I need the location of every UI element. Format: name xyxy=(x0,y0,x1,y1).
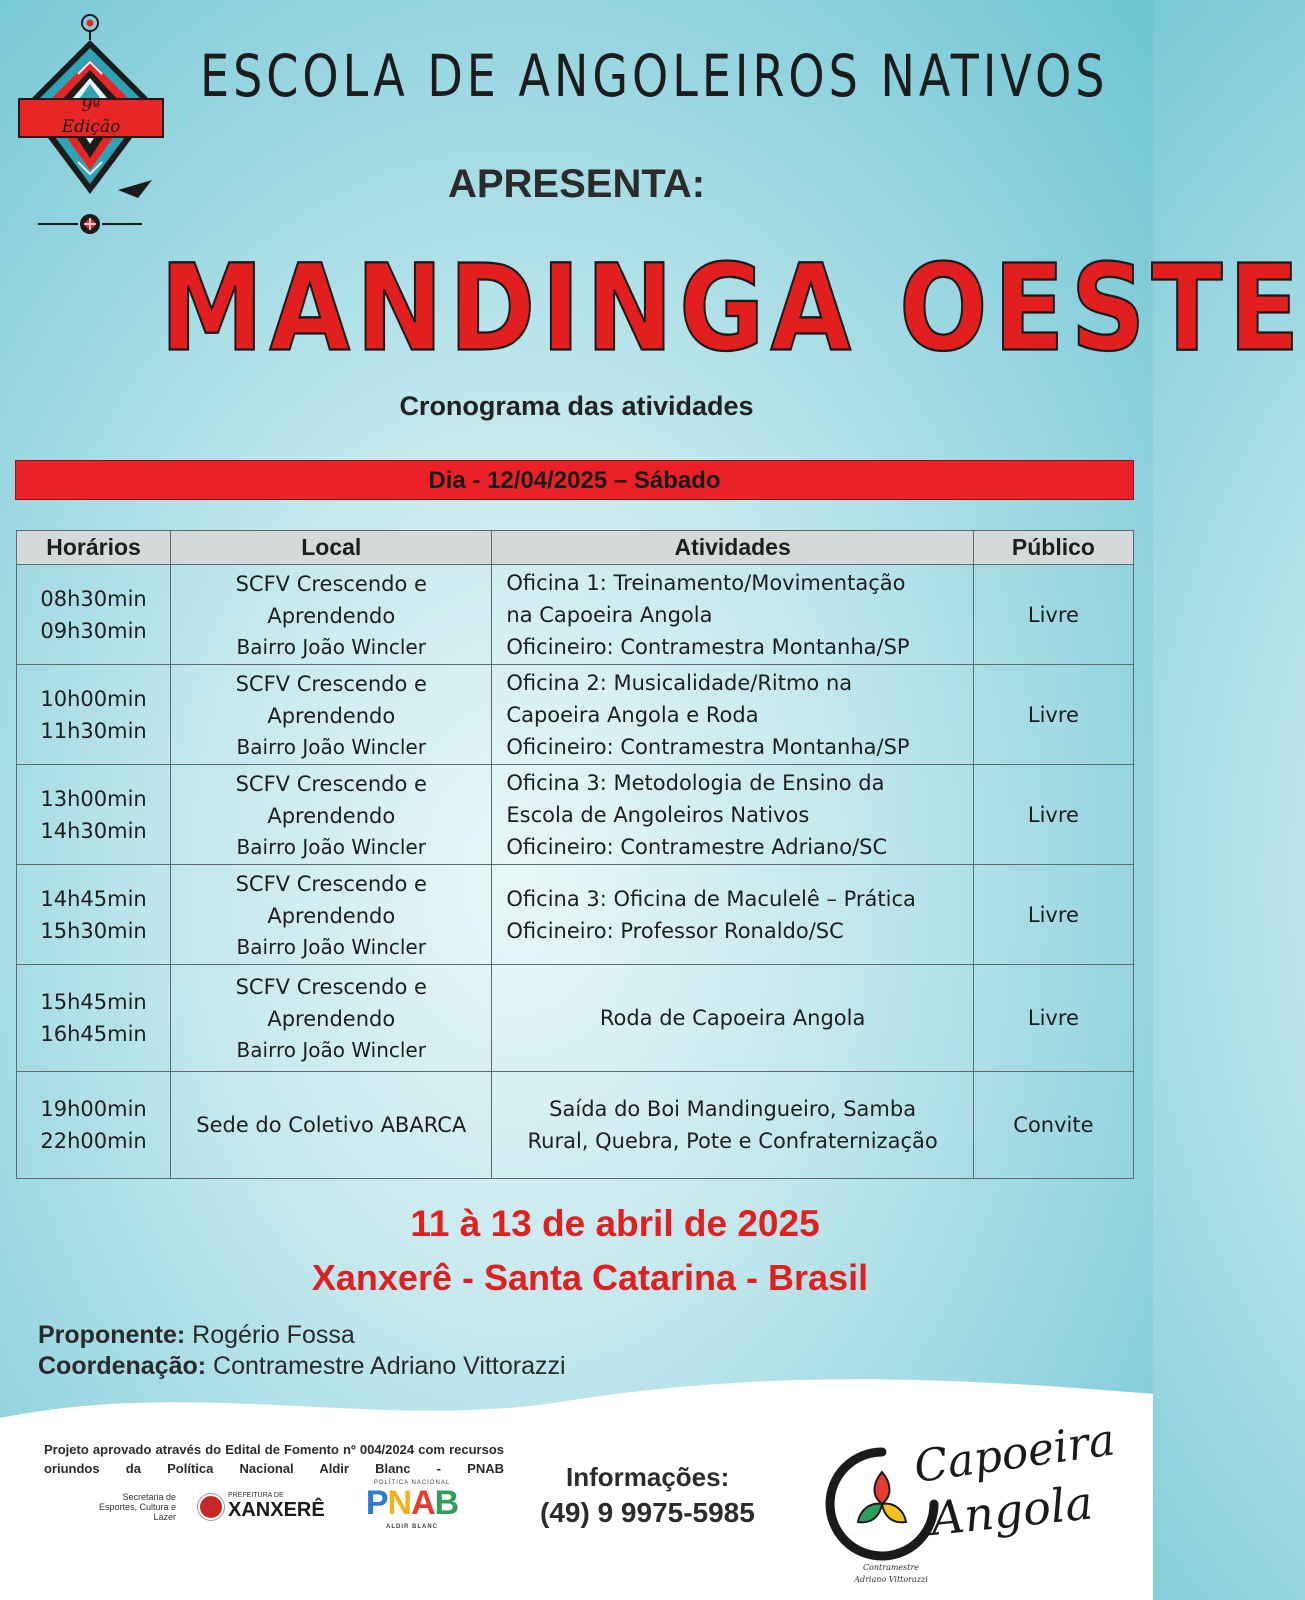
table-row xyxy=(17,765,1134,865)
location-line: Aprendendo xyxy=(267,1007,396,1031)
location-neighborhood: Bairro João Wincler xyxy=(236,734,426,759)
project-note: Projeto aprovado através do Edital de Fomento nº 004/2024 com recursos oriundos da Política Nacional Aldir Blanc - PNAB xyxy=(44,1442,504,1476)
activity-line: Oficina 3: Oficina de Maculelê – Prática xyxy=(506,886,916,911)
start-time: 19h00min xyxy=(40,1097,147,1121)
brand-caption-line: Adriano Vittorazzi xyxy=(854,1575,928,1584)
location-line: Aprendendo xyxy=(267,903,396,928)
city-crest-icon xyxy=(198,1494,224,1520)
info-phone[interactable]: (49) 9 9975-5985 xyxy=(540,1497,755,1528)
pnab-sub-label: ALDIR BLANC xyxy=(386,1524,438,1530)
activity-line: Escola de Angoleiros Nativos xyxy=(506,802,810,827)
location-line: SCFV Crescendo e xyxy=(235,871,427,896)
table-row xyxy=(17,665,1134,765)
start-time: 13h00min xyxy=(40,786,147,811)
start-time: 14h45min xyxy=(40,886,147,911)
pnab-logo xyxy=(356,1480,468,1532)
capoeira-angola-logo xyxy=(826,1414,1126,1590)
location-cell xyxy=(171,965,492,1072)
end-time: 14h30min xyxy=(40,818,147,843)
start-time: 08h30min xyxy=(40,586,147,611)
table-row xyxy=(17,1072,1134,1179)
time-cell xyxy=(17,565,171,665)
time-cell xyxy=(17,965,171,1072)
proponent-name: Rogério Fossa xyxy=(192,1321,355,1349)
activity-line: Roda de Capoeira Angola xyxy=(599,1006,866,1030)
start-time: 10h00min xyxy=(40,686,147,711)
location-cell xyxy=(171,665,492,765)
location-neighborhood: Bairro João Wincler xyxy=(236,1038,426,1062)
location-neighborhood: Bairro João Wincler xyxy=(236,834,426,859)
event-dates: 11 à 13 de abril de 2025 xyxy=(410,1203,820,1244)
brand-caption-line: Contramestre xyxy=(862,1563,920,1572)
pnab-letter: B xyxy=(434,1484,459,1522)
location-line: Aprendendo xyxy=(267,603,396,628)
location-line: SCFV Crescendo e xyxy=(235,671,427,696)
edition-number: 9ª xyxy=(81,96,101,116)
location-neighborhood: Bairro João Wincler xyxy=(236,934,426,959)
coordination-name: Contramestre Adriano Vittorazzi xyxy=(213,1352,566,1380)
activity-instructor: Oficineiro: Contramestra Montanha/SP xyxy=(506,734,910,759)
activity-instructor: Oficineiro: Contramestra Montanha/SP xyxy=(506,634,910,659)
proponent-line xyxy=(38,1320,566,1351)
time-cell xyxy=(17,865,171,965)
prefeitura-name: XANXERÊ xyxy=(228,1499,325,1521)
location-neighborhood: Bairro João Wincler xyxy=(236,634,426,659)
header-times: Horários xyxy=(17,531,171,565)
activity-cell xyxy=(492,1072,973,1179)
table-row xyxy=(17,865,1134,965)
sponsor-secretaria: Secretaria de Esportes, Cultura e Lazer xyxy=(98,1492,176,1522)
presents-heading: APRESENTA: xyxy=(447,162,706,206)
activity-cell xyxy=(492,665,973,765)
audience-cell: Livre xyxy=(973,565,1133,665)
pnab-top-label: POLÍTICA NACIONAL xyxy=(373,1480,451,1486)
location-line: SCFV Crescendo e xyxy=(235,975,427,999)
time-cell xyxy=(17,765,171,865)
activity-line: Oficina 1: Treinamento/Movimentação xyxy=(506,570,906,595)
brand-caption xyxy=(836,1562,946,1586)
location-line: Aprendendo xyxy=(267,803,396,828)
pnab-wordmark xyxy=(356,1484,468,1523)
info-title: Informações: xyxy=(566,1462,730,1492)
location-cell xyxy=(171,1072,492,1179)
activity-line: Oficina 2: Musicalidade/Ritmo na xyxy=(506,670,853,695)
activity-line: Oficina 3: Metodologia de Ensino da xyxy=(506,770,885,795)
activity-instructor: Oficineiro: Contramestre Adriano/SC xyxy=(506,834,888,859)
proponent-label: Proponente: xyxy=(38,1321,186,1349)
event-title: MANDINGA OESTE xyxy=(160,238,1305,379)
start-time: 15h45min xyxy=(40,990,147,1014)
audience-cell: Livre xyxy=(973,965,1133,1072)
table-row xyxy=(17,565,1134,665)
edition-word: Edição xyxy=(61,117,121,137)
brand-word-capoeira: Capoeira xyxy=(910,1414,1118,1493)
end-time: 09h30min xyxy=(40,618,147,643)
header-audience: Público xyxy=(973,531,1133,565)
audience-cell: Livre xyxy=(973,865,1133,965)
pnab-letter: P xyxy=(365,1484,388,1522)
school-title: ESCOLA DE ANGOLEIROS NATIVOS xyxy=(200,42,1109,110)
coordination-label: Coordenação: xyxy=(38,1352,207,1380)
audience-cell: Livre xyxy=(973,665,1133,765)
audience-cell: Livre xyxy=(973,765,1133,865)
end-time: 22h00min xyxy=(40,1129,147,1153)
location-line: SCFV Crescendo e xyxy=(235,771,427,796)
location-cell xyxy=(171,565,492,665)
activity-line: Capoeira Angola e Roda xyxy=(506,702,759,727)
location-line: Sede do Coletivo ABARCA xyxy=(196,1113,467,1137)
edition-logo xyxy=(18,12,168,242)
pnab-letter: N xyxy=(387,1484,412,1522)
activity-line: Rural, Quebra, Pote e Confraternização xyxy=(527,1129,938,1153)
activity-cell xyxy=(492,765,973,865)
table-row xyxy=(17,965,1134,1072)
audience-cell: Convite xyxy=(973,1072,1133,1179)
pnab-letter: A xyxy=(411,1484,435,1522)
schedule-subtitle: Cronograma das atividades xyxy=(399,391,754,421)
day-banner: Dia - 12/04/2025 – Sábado xyxy=(15,460,1134,500)
activity-instructor: Oficineiro: Professor Ronaldo/SC xyxy=(506,918,844,943)
activity-cell xyxy=(492,865,973,965)
activity-line: Saída do Boi Mandingueiro, Samba xyxy=(549,1097,917,1121)
schedule-table xyxy=(16,530,1134,1179)
activity-line: na Capoeira Angola xyxy=(506,602,713,627)
event-place: Xanxerê - Santa Catarina - Brasil xyxy=(311,1257,869,1298)
activity-cell xyxy=(492,565,973,665)
end-time: 16h45min xyxy=(40,1022,147,1046)
edition-label xyxy=(46,96,136,138)
location-cell xyxy=(171,765,492,865)
location-line: Aprendendo xyxy=(267,703,396,728)
time-cell xyxy=(17,1072,171,1179)
header-activities: Atividades xyxy=(492,531,973,565)
location-cell xyxy=(171,865,492,965)
brand-word-angola: Angola xyxy=(928,1475,1096,1546)
time-cell xyxy=(17,665,171,765)
activity-cell xyxy=(492,965,973,1072)
header-location: Local xyxy=(171,531,492,565)
end-time: 15h30min xyxy=(40,918,147,943)
prefeitura-prefix: PREFEITURA DE xyxy=(228,1492,284,1499)
end-time: 11h30min xyxy=(40,718,147,743)
location-line: SCFV Crescendo e xyxy=(235,571,427,596)
table-header-row xyxy=(17,531,1134,565)
